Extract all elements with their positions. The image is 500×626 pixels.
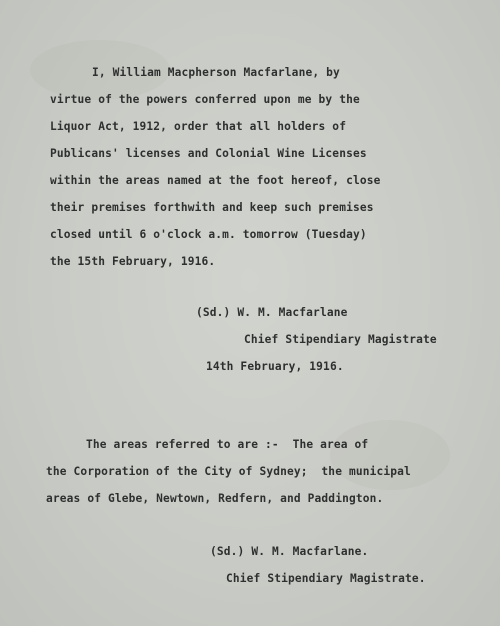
areas-line-3: areas of Glebe, Newtown, Redfern, and Paddington. bbox=[46, 492, 384, 505]
paper-stain bbox=[330, 420, 450, 490]
signature-2-title: Chief Stipendiary Magistrate. bbox=[226, 572, 426, 585]
areas-line-1: The areas referred to are :- The area of bbox=[86, 438, 369, 451]
order-line-1: I, William Macpherson Macfarlane, by bbox=[92, 66, 340, 79]
order-line-3: Liquor Act, 1912, order that all holders of bbox=[50, 120, 347, 133]
order-line-4: Publicans' licenses and Colonial Wine Licenses bbox=[50, 147, 367, 160]
order-line-5: within the areas named at the foot hereof, close bbox=[50, 174, 381, 187]
signature-1-title: Chief Stipendiary Magistrate bbox=[244, 333, 437, 346]
order-line-8: the 15th February, 1916. bbox=[50, 255, 216, 268]
order-line-2: virtue of the powers conferred upon me by the bbox=[50, 93, 360, 106]
signature-2-name: (Sd.) W. M. Macfarlane. bbox=[210, 545, 369, 558]
signature-1-date: 14th February, 1916. bbox=[206, 360, 344, 373]
order-line-6: their premises forthwith and keep such premises bbox=[50, 201, 374, 214]
order-line-7: closed until 6 o'clock a.m. tomorrow (Tuesday) bbox=[50, 228, 367, 241]
signature-1-name: (Sd.) W. M. Macfarlane bbox=[196, 306, 348, 319]
areas-line-2: the Corporation of the City of Sydney; the municipal bbox=[46, 465, 411, 478]
